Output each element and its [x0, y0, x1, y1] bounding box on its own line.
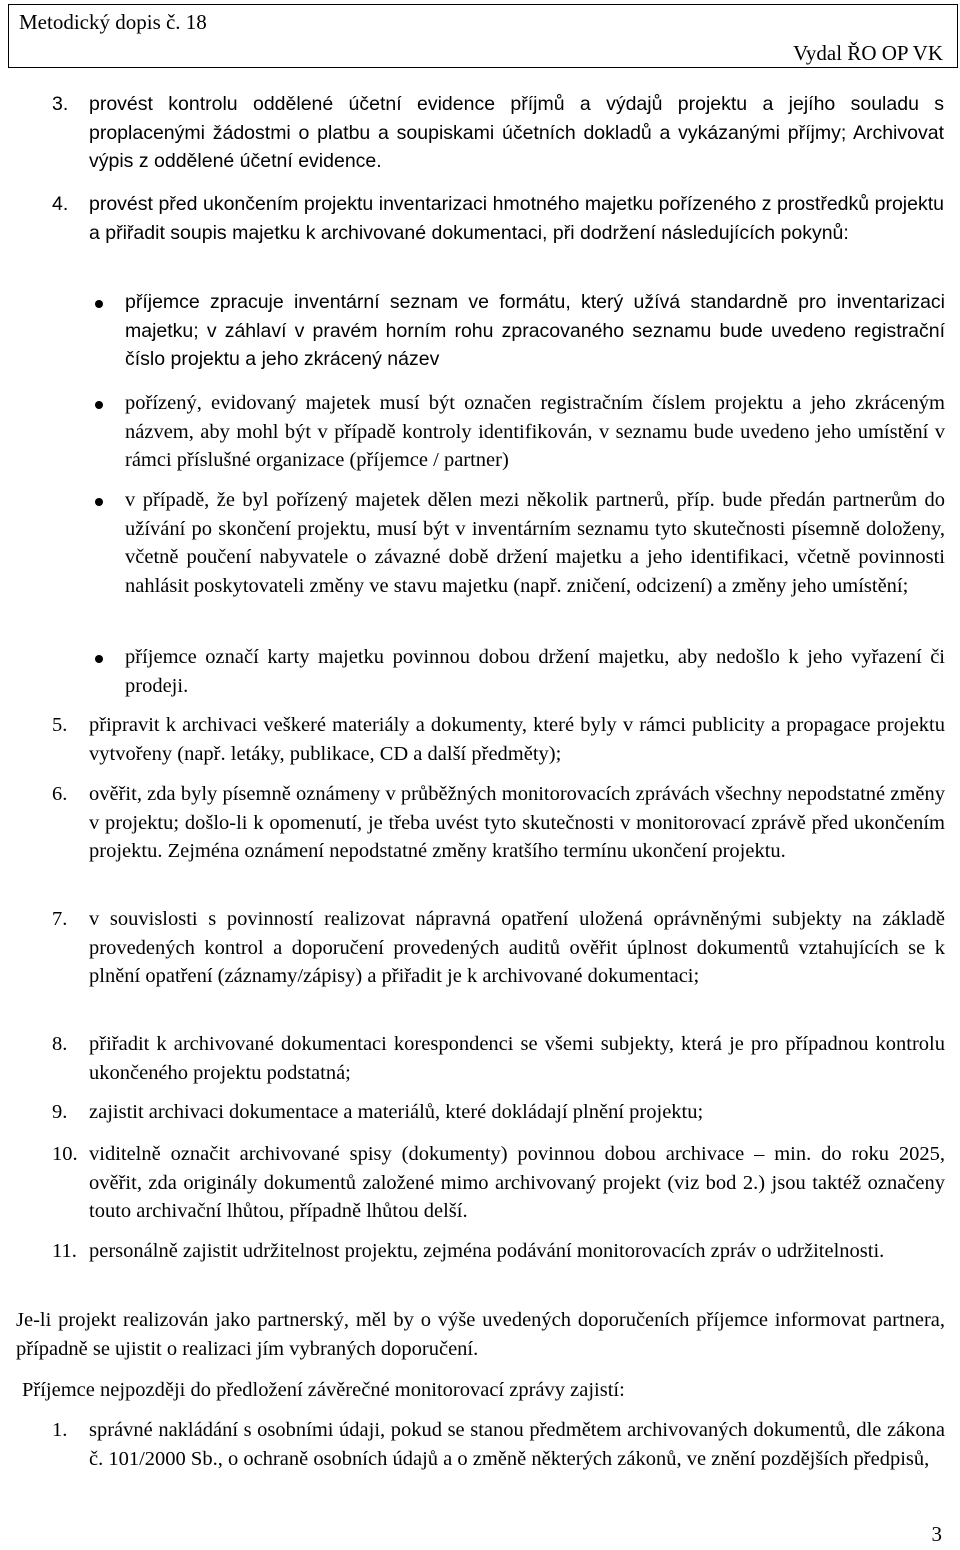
bullet-text: pořízený, evidovaný majetek musí být označen registračním číslem projektu a jeho zkráceným názvem, aby mohl být v případě kontroly identifikován, v seznamu bude uvedeno jeho umístění v rámci příslušné organizace (příjemce / partner): [125, 392, 945, 472]
list-item-number: 9.: [52, 1101, 68, 1123]
list-item-text: v souvislosti s povinností realizovat nápravná opatření uložená oprávněnými subjekty na základě provedených kontrol a doporučení provedených auditů ověřit úplnost dokumentů vztahujících se k plnění opatření (záznamy/zápisy) a přiřadit je k archivované dokumentaci;: [89, 908, 945, 988]
bullet-text: v případě, že byl pořízený majetek dělen mezi několik partnerů, příp. bude předán partnerům do užívání po skončení projektu, musí být v inventárním seznamu tyto skutečnosti písemně doloženy, včetně poučení nabyvatele o závazné době držení majetku a jeho identifikaci, včetně povinnosti nahlásit poskytovateli změny ve stavu majetku (např. zničení, odcizení) a změny jeho umístění;: [125, 489, 945, 597]
bullet-text: příjemce zpracuje inventární seznam ve formátu, který užívá standardně pro inventarizaci majetku; v záhlaví v pravém horním rohu zpracovaného seznamu bude uvedeno registrační číslo projektu a jeho zkrácený název: [125, 291, 945, 371]
bullet-icon: [95, 300, 103, 308]
list-item-number: 3.: [52, 93, 69, 115]
list-item-text: ověřit, zda byly písemně oznámeny v průběžných monitorovacích zprávách všechny nepodstatné změny v projektu; došlo-li k opomenutí, je třeba uvést tyto skutečnosti v monitorovací zprávě před ukončením projektu. Zejména oznámení nepodstatné změny kratšího termínu ukončení projektu.: [89, 783, 945, 863]
list-item-number: 6.: [52, 783, 68, 805]
bullet-text: příjemce označí karty majetku povinnou dobou držení majetku, aby nedošlo k jeho vyřazení či prodeji.: [125, 646, 945, 697]
list-item-number: 5.: [52, 714, 68, 736]
list-item-number: 7.: [52, 908, 68, 930]
list-item-number: 10.: [52, 1143, 78, 1165]
bullet-icon: [95, 655, 103, 663]
bullet-icon: [95, 401, 103, 409]
list-item-text: provést před ukončením projektu inventarizaci hmotného majetku pořízeného z prostředků projektu a přiřadit soupis majetku k archivované dokumentaci, při dodržení následujících pokynů:: [89, 193, 944, 244]
bullet-icon: [95, 498, 103, 506]
list-item-text: provést kontrolu oddělené účetní evidence příjmů a výdajů projektu a jejího souladu s proplacenými žádostmi o platbu a soupiskami účetních dokladů a vykázanými příjmy; Archivovat výpis z oddělené účetní evidence.: [89, 93, 944, 173]
header-document-title: Metodický dopis č. 18: [19, 10, 207, 34]
page-header: [8, 4, 958, 68]
list-item-number: 8.: [52, 1033, 68, 1055]
partner-paragraph: Je-li projekt realizován jako partnerský, měl by o výše uvedených doporučeních příjemce informovat partnera, případně se ujistit o realizaci jím vybraných doporučení.: [16, 1309, 945, 1360]
list-item-text: zajistit archivaci dokumentace a materiálů, které dokládají plnění projektu;: [89, 1101, 704, 1123]
list-item-number: 1.: [52, 1419, 68, 1441]
list-item-number: 4.: [52, 193, 69, 215]
list-item-text: přiřadit k archivované dokumentaci korespondenci se všemi subjekty, která je pro případnou kontrolu ukončeného projektu podstatná;: [89, 1033, 945, 1084]
final-report-paragraph: Příjemce nejpozději do předložení závěrečné monitorovací zprávy zajistí:: [22, 1379, 625, 1401]
list-item-number: 11.: [52, 1240, 77, 1262]
header-issuer: Vydal ŘO OP VK: [793, 41, 943, 65]
list-item-text: viditelně označit archivované spisy (dokumenty) povinnou dobou archivace – min. do roku 2025, ověřit, zda originály dokumentů založené mimo archivovaný projekt (viz bod 2.) jsou taktéž označeny touto archivační lhůtou, případně lhůtou delší.: [89, 1143, 945, 1223]
page-number: 3: [931, 1522, 942, 1546]
list-item-text: připravit k archivaci veškeré materiály a dokumenty, které byly v rámci publicity a propagace projektu vytvořeny (např. letáky, publikace, CD a další předměty);: [89, 714, 945, 765]
list-item-text: personálně zajistit udržitelnost projektu, zejména podávání monitorovacích zpráv o udržitelnosti.: [89, 1240, 885, 1262]
list-item-text: správné nakládání s osobními údaji, pokud se stanou předmětem archivovaných dokumentů, dle zákona č. 101/2000 Sb., o ochraně osobních údajů a o změně některých zákonů, ve znění pozdějších předpisů,: [89, 1419, 945, 1470]
